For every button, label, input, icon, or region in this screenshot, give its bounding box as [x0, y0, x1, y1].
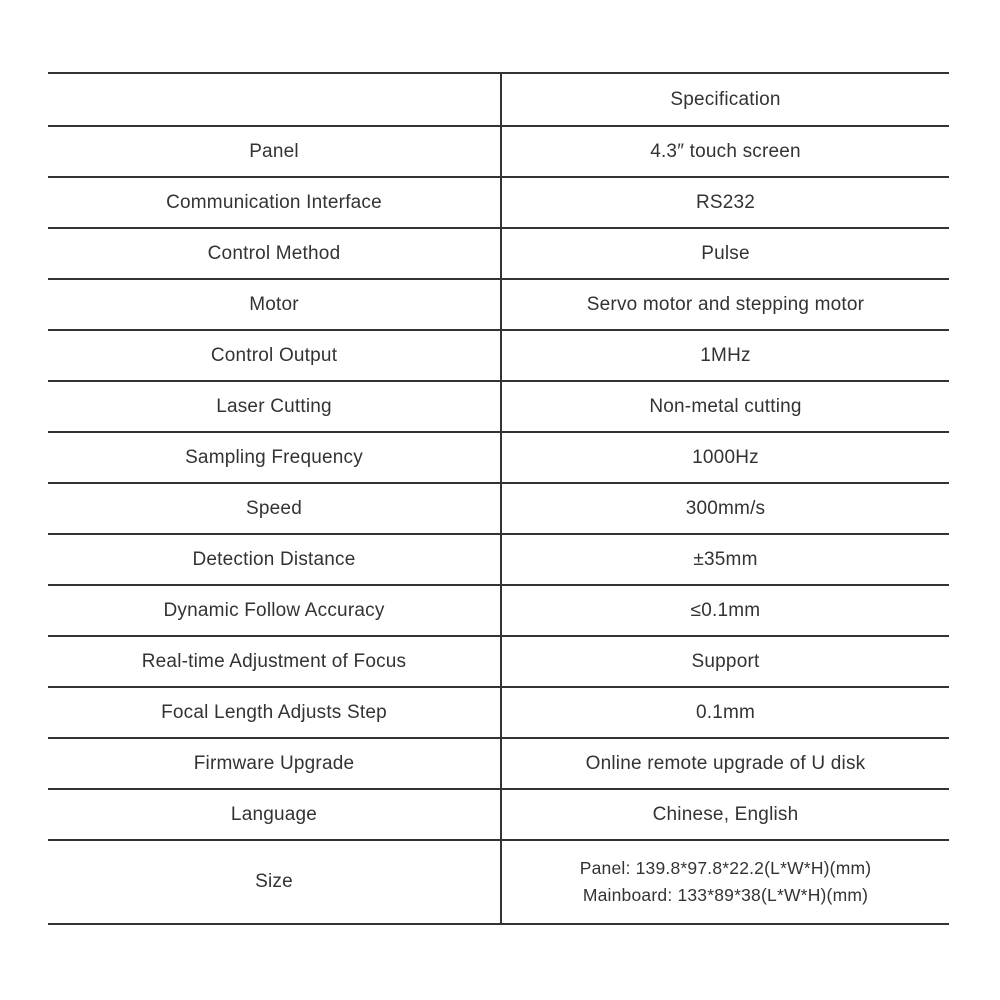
spec-value: Support	[500, 637, 949, 686]
spec-value-size	[500, 841, 949, 923]
header-empty-cell	[48, 74, 500, 125]
spec-label: Dynamic Follow Accuracy	[163, 599, 385, 621]
spec-label: Communication Interface	[166, 191, 382, 213]
spec-value: 300mm/s	[500, 484, 949, 533]
table-row-motor	[48, 278, 949, 329]
spec-label: Focal Length Adjusts Step	[161, 701, 387, 723]
spec-label: Firmware Upgrade	[193, 752, 355, 774]
table-row-communication-interface	[48, 176, 949, 227]
spec-value: 1MHz	[500, 331, 949, 380]
table-row-control-method	[48, 227, 949, 278]
table-row-speed	[48, 482, 949, 533]
spec-value: ±35mm	[500, 535, 949, 584]
spec-label: Detection Distance	[192, 548, 356, 570]
spec-label: Control Output	[210, 344, 338, 366]
header-specification-label: Specification	[500, 74, 949, 125]
spec-value: 0.1mm	[500, 688, 949, 737]
spec-value: Non-metal cutting	[500, 382, 949, 431]
table-row-control-output	[48, 329, 949, 380]
spec-value: RS232	[500, 178, 949, 227]
spec-label: Language	[230, 803, 318, 825]
table-row-dynamic-follow-accuracy	[48, 584, 949, 635]
spec-label: Sampling Frequency	[185, 446, 363, 468]
table-row-size	[48, 839, 949, 925]
specification-table	[48, 72, 949, 925]
table-row-laser-cutting	[48, 380, 949, 431]
spec-label: Size	[255, 871, 293, 892]
spec-label: Laser Cutting	[216, 395, 332, 417]
spec-value: 4.3″ touch screen	[500, 127, 949, 176]
spec-value: ≤0.1mm	[500, 586, 949, 635]
table-row-language	[48, 788, 949, 839]
spec-value: Chinese, English	[500, 790, 949, 839]
spec-label: Control Method	[207, 242, 341, 264]
spec-value: Servo motor and stepping motor	[500, 280, 949, 329]
spec-value: 1000Hz	[500, 433, 949, 482]
table-row-detection-distance	[48, 533, 949, 584]
spec-label: Motor	[249, 293, 299, 315]
spec-label: Panel	[249, 140, 299, 162]
table-row-sampling-frequency	[48, 431, 949, 482]
table-row-realtime-adjustment-of-focus	[48, 635, 949, 686]
size-mainboard-line: Mainboard: 133*89*38(L*W*H)(mm)	[582, 885, 869, 905]
size-panel-line: Panel: 139.8*97.8*22.2(L*W*H)(mm)	[579, 857, 872, 878]
table-header-row	[48, 72, 949, 125]
table-row-panel	[48, 125, 949, 176]
spec-label: Speed	[246, 497, 302, 519]
table-row-focal-length-adjusts-step	[48, 686, 949, 737]
spec-label: Real-time Adjustment of Focus	[141, 650, 407, 672]
spec-value: Online remote upgrade of U disk	[500, 739, 949, 788]
table-row-firmware-upgrade	[48, 737, 949, 788]
spec-value: Pulse	[500, 229, 949, 278]
